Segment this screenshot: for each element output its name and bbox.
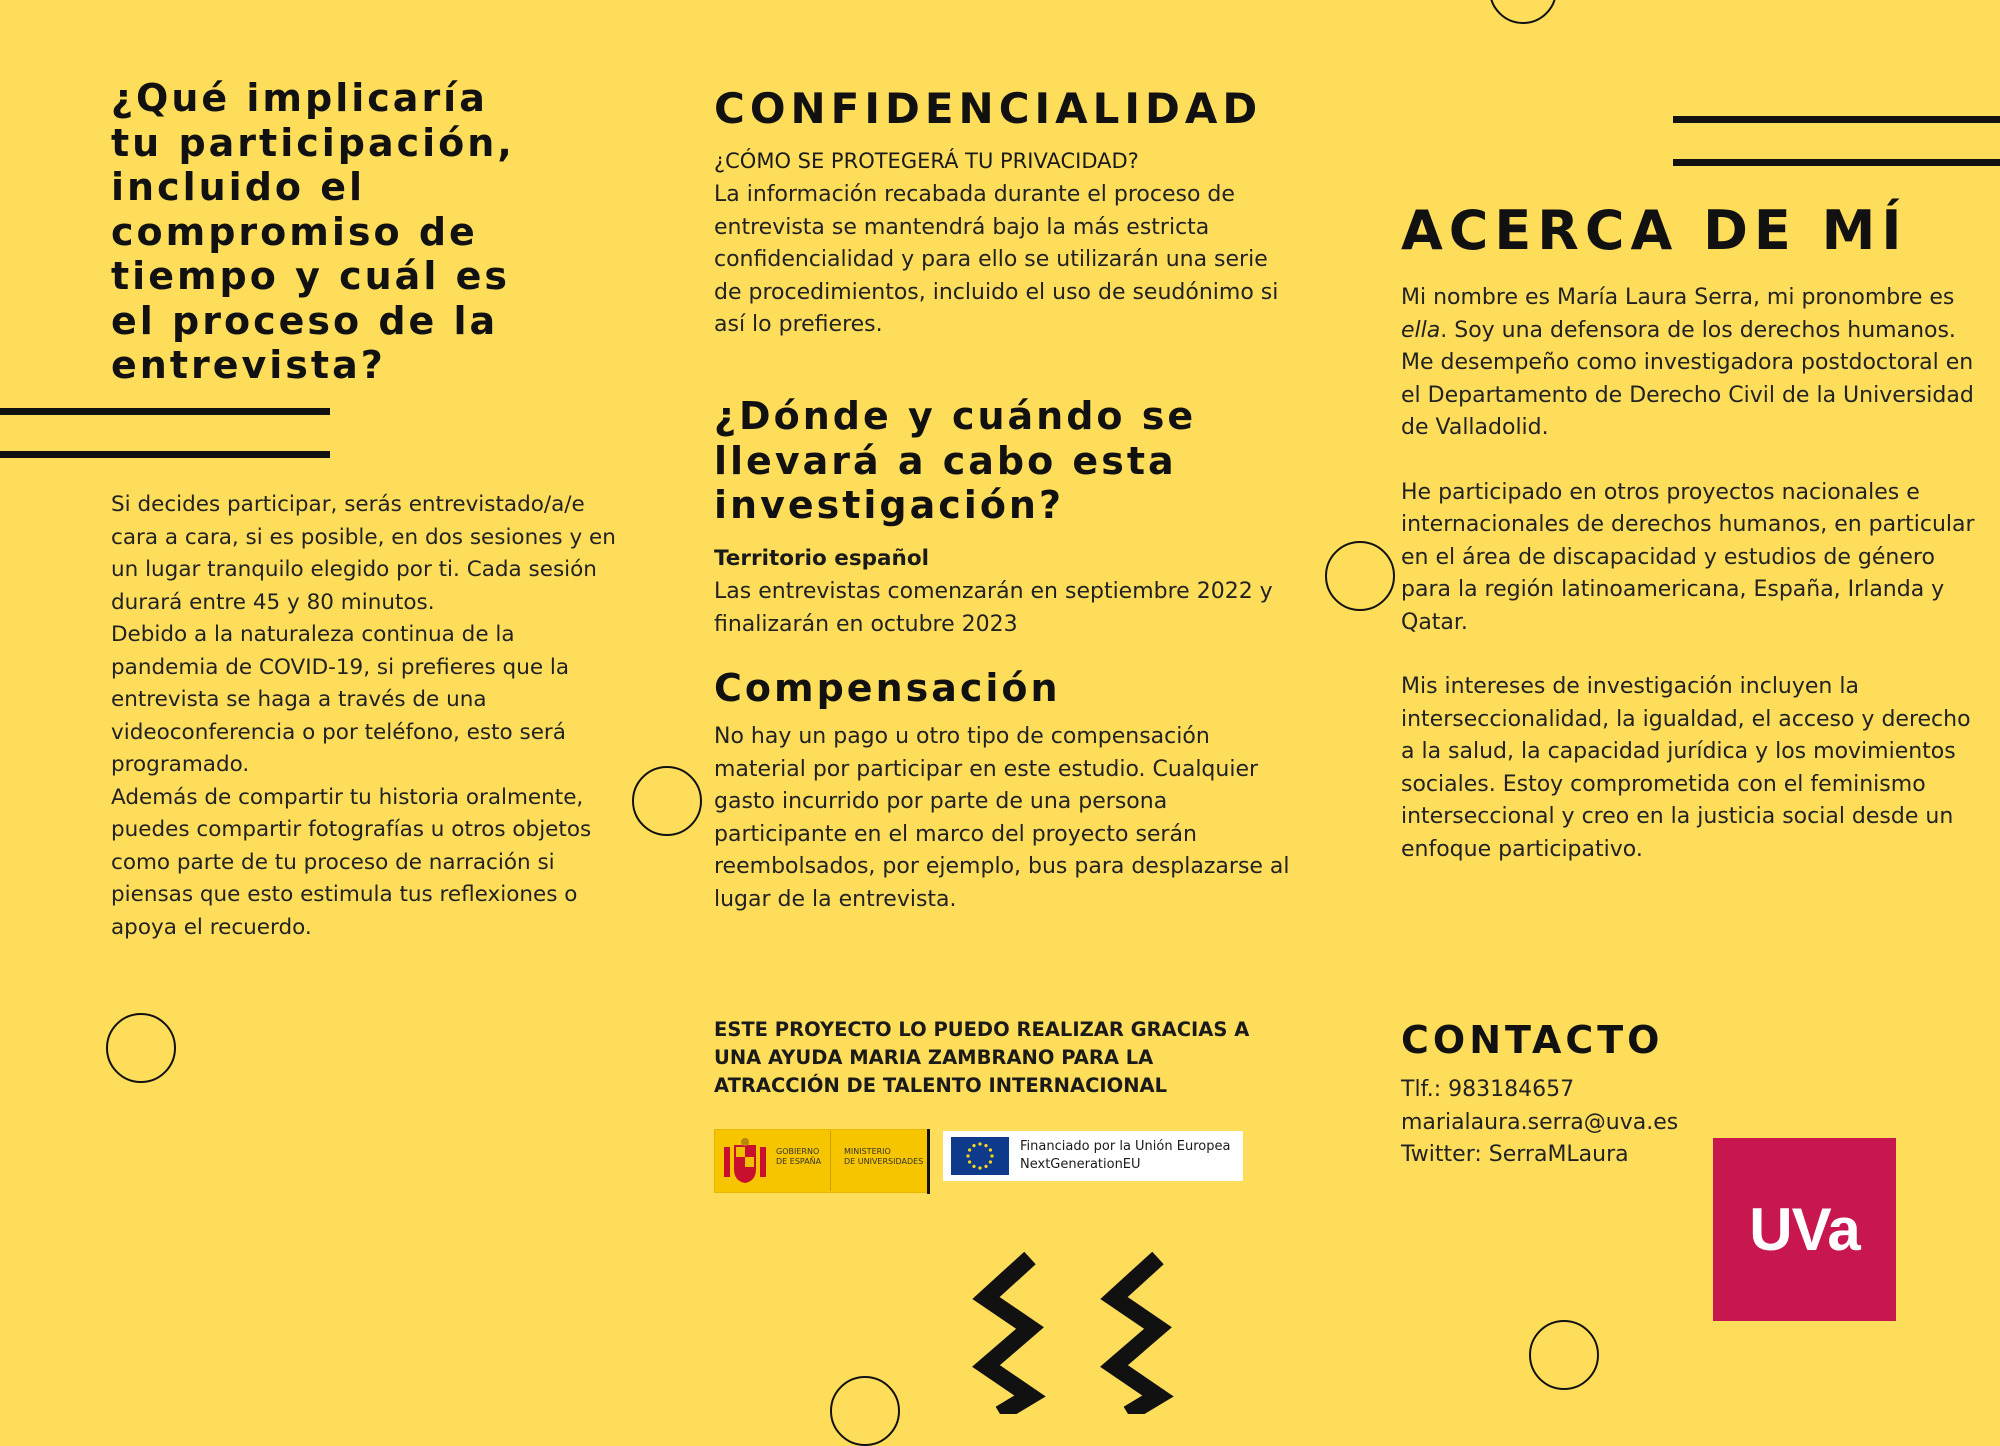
eu-nextgeneration-logo: [943, 1131, 1243, 1181]
where-when-text: Las entrevistas comenzarán en septiembre 2022 y finalizarán en octubre 2023: [714, 579, 1273, 637]
about-title: ACERCA DE MÍ: [1401, 199, 1908, 262]
title-line: entrevista?: [111, 343, 386, 387]
pronoun: ella: [1401, 317, 1441, 343]
circle-decoration: [1489, 0, 1557, 24]
title-line: compromiso de: [111, 209, 478, 254]
confidentiality-title: CONFIDENCIALIDAD: [714, 84, 1263, 133]
where-when-title: [714, 394, 1314, 528]
about-interests: Mis intereses de investigación incluyen la interseccionalidad, la igualdad, el acceso y derecho a la salud, la capacidad jurídica y los movimientos sociales. Estoy comprometida con el feminismo interseccional y creo en la justicia social desde un enfoque participativo.: [1401, 674, 1971, 862]
compensation-title: Compensación: [714, 666, 1061, 710]
title-line: llevará a cabo esta: [714, 438, 1177, 483]
circle-decoration: [106, 1013, 176, 1083]
territory-subtitle: Territorio español: [714, 546, 929, 571]
circle-decoration: [1529, 1320, 1599, 1390]
contact-email[interactable]: marialaura.serra@uva.es: [1401, 1109, 1679, 1135]
ministry-logo-text: DE UNIVERSIDADES: [844, 1157, 924, 1166]
about-body: [1401, 282, 1986, 866]
participation-body: [111, 489, 616, 944]
confidentiality-text: La información recabada durante el proceso de entrevista se mantendrá bajo la más estricta confidencialidad y para ello se utilizarán una serie de procedimientos, incluido el uso de seudónimo si así lo prefieres.: [714, 182, 1279, 337]
compensation-text: No hay un pago u otro tipo de compensación material por participar en este estudio. Cualquier gasto incurrido por parte de una persona participante en el marco del proyecto serán reembolsados, por ejemplo, bus para desplazarse al lugar de la entrevista.: [714, 724, 1290, 912]
title-line: tiempo y cuál es: [111, 254, 510, 298]
circle-decoration: [632, 766, 702, 836]
title-line: ¿Dónde y cuándo se: [714, 394, 1197, 438]
contact-phone[interactable]: Tlf.: 983184657: [1401, 1077, 1575, 1102]
circle-decoration: [1325, 541, 1395, 611]
gov-logo-text: DE ESPAÑA: [776, 1157, 822, 1166]
divider-line: [0, 408, 330, 415]
eu-flag-icon: [951, 1137, 1009, 1175]
zigzag-decoration: [970, 1248, 1180, 1414]
title-line: ¿Qué implicaría: [111, 76, 488, 120]
paragraph: Además de compartir tu historia oralmente, puedes compartir fotografías u otros objetos como parte de tu proceso de narración si piensas que esto estimula tus reflexiones o apoya el recuerdo.: [111, 784, 592, 940]
funding-line: ATRACCIÓN DE TALENTO INTERNACIONAL: [714, 1074, 1168, 1097]
eu-logo-text: Financiado por la Unión Europea: [1020, 1139, 1231, 1154]
paragraph: Si decides participar, serás entrevistado/a/e cara a cara, si es posible, en dos sesiones y en un lugar tranquilo elegido por ti. Cada sesión durará entre 45 y 80 minutos.: [111, 492, 616, 615]
title-line: tu participación,: [111, 120, 515, 165]
title-line: el proceso de la: [111, 298, 499, 343]
divider-line: [1673, 159, 2000, 166]
title-line: incluido el: [111, 165, 366, 209]
funding-line: UNA AYUDA MARIA ZAMBRANO PARA LA: [714, 1046, 1154, 1069]
funding-statement: [714, 1016, 1314, 1100]
title-line: investigación?: [714, 483, 1065, 527]
spain-government-logo: [714, 1129, 928, 1193]
divider-line: [0, 451, 330, 458]
about-intro-a: Mi nombre es María Laura Serra, mi pronombre es: [1401, 285, 1955, 310]
divider-line: [1673, 116, 2000, 123]
about-intro: [1401, 282, 1986, 347]
gov-logo-text: GOBIERNO: [776, 1147, 820, 1156]
left-title: [111, 76, 631, 388]
contact-title: CONTACTO: [1401, 1018, 1664, 1062]
funding-line: ESTE PROYECTO LO PUEDO REALIZAR GRACIAS A: [714, 1018, 1250, 1041]
about-intro-b: . Soy una defensora de los derechos humanos.: [1440, 317, 1956, 343]
contact-twitter[interactable]: Twitter: SerraMLaura: [1401, 1142, 1629, 1167]
about-projects: He participado en otros proyectos nacionales e internacionales de derechos humanos, en particular en el área de discapacidad y estudios de género para la región latinoamericana, España, Irlanda y Qatar.: [1401, 479, 1975, 635]
logo-separator: [927, 1129, 930, 1194]
contact-details: [1401, 1074, 1761, 1172]
uva-logo: [1713, 1138, 1896, 1321]
confidentiality-subtitle: ¿CÓMO SE PROTEGERÁ TU PRIVACIDAD?: [714, 149, 1139, 173]
ministry-logo-text: MINISTERIO: [844, 1147, 891, 1156]
about-position: Me desempeño como investigadora postdoctoral en el Departamento de Derecho Civil de la Universidad de Valladolid.: [1401, 350, 1974, 440]
paragraph: Debido a la naturaleza continua de la pandemia de COVID-19, si prefieres que la entrevista se haga a través de una videoconferencia o por teléfono, esto será programado.: [111, 622, 570, 777]
coat-of-arms-icon: [722, 1137, 768, 1185]
circle-decoration: [830, 1376, 900, 1446]
uva-logo-text: UVa: [1749, 1196, 1860, 1263]
eu-logo-text: NextGenerationEU: [1020, 1157, 1141, 1172]
